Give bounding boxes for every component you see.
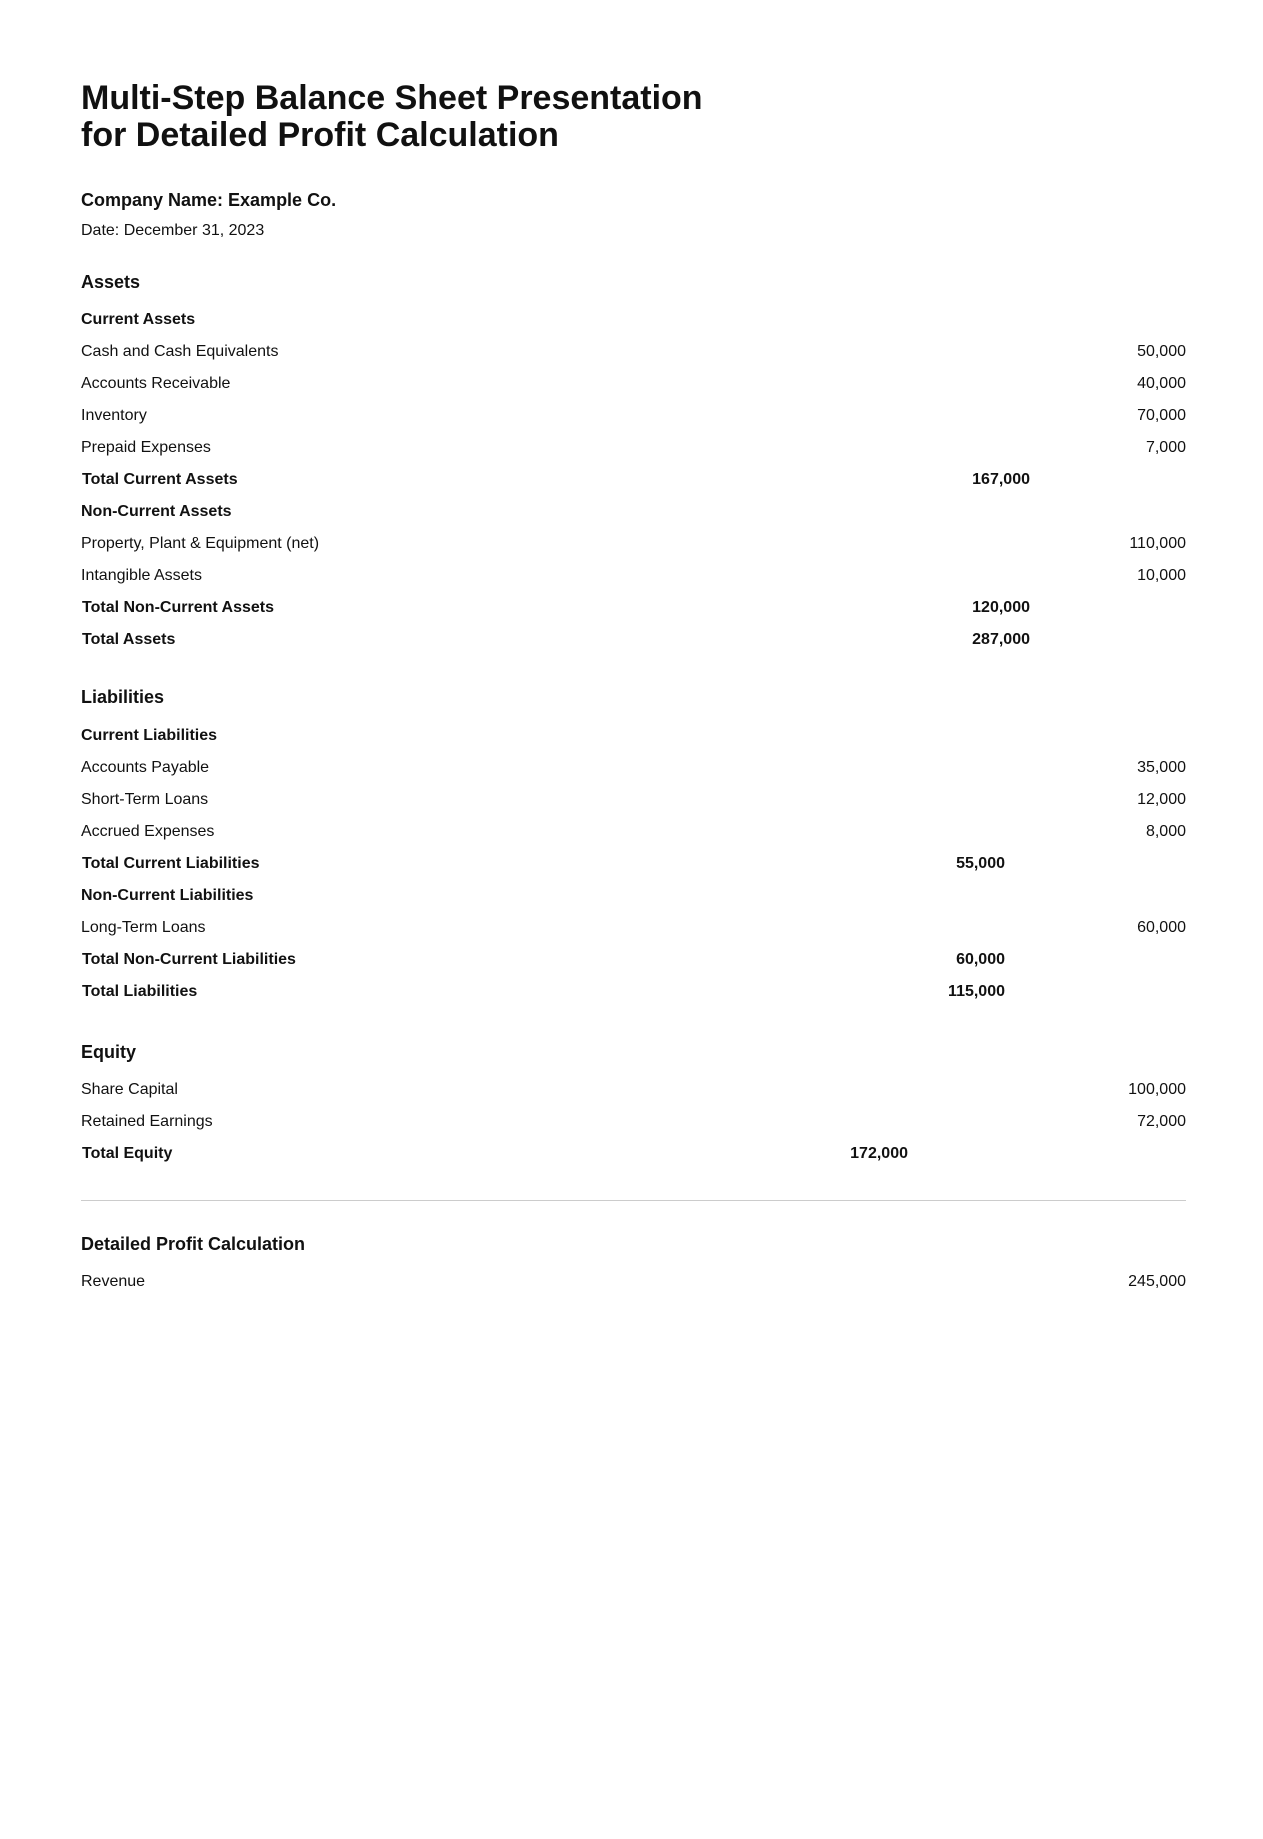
line-item — [81, 789, 1186, 811]
line-item-label: Prepaid Expenses — [81, 439, 211, 456]
total-label: Total Non-Current Assets — [82, 599, 275, 616]
total-current-liabilities-row — [81, 853, 1186, 875]
page-title — [81, 80, 781, 154]
line-item-amount: 110,000 — [1129, 535, 1186, 552]
line-item — [81, 341, 1186, 363]
line-item-amount: 12,000 — [1137, 791, 1186, 808]
total-amount: 287,000 — [972, 631, 1030, 648]
total-non-current-liabilities-row — [81, 949, 1186, 971]
title-line-2: for Detailed Profit Calculation — [81, 116, 559, 154]
line-item-amount: 245,000 — [1128, 1273, 1186, 1290]
line-item — [81, 373, 1186, 395]
line-item — [81, 1271, 1186, 1293]
total-amount: 55,000 — [956, 855, 1005, 872]
line-item — [81, 405, 1186, 427]
total-label: Total Current Assets — [82, 471, 238, 488]
total-current-assets-row — [81, 469, 1186, 491]
report-date: Date: December 31, 2023 — [81, 222, 265, 239]
line-item — [81, 917, 1186, 939]
line-item — [81, 821, 1186, 843]
line-item-label: Share Capital — [81, 1081, 178, 1098]
section-divider — [81, 1200, 1186, 1201]
line-item-label: Revenue — [81, 1273, 146, 1290]
line-item-amount: 40,000 — [1137, 375, 1186, 392]
total-label: Total Current Liabilities — [82, 855, 260, 872]
line-item-label: Inventory — [81, 407, 147, 424]
line-item — [81, 1111, 1186, 1133]
total-assets-row — [81, 629, 1186, 651]
line-item-amount: 7,000 — [1145, 439, 1186, 456]
total-liabilities-row — [81, 981, 1186, 1003]
total-label: Total Liabilities — [82, 983, 198, 1000]
total-amount: 115,000 — [948, 983, 1005, 1000]
line-item-amount: 70,000 — [1137, 407, 1186, 424]
line-item — [81, 757, 1186, 779]
line-item-label: Property, Plant & Equipment (net) — [81, 535, 320, 552]
line-item-amount: 8,000 — [1145, 823, 1186, 840]
line-item — [81, 1079, 1186, 1101]
total-label: Total Assets — [82, 631, 176, 648]
equity-heading: Equity — [81, 1042, 137, 1062]
line-item — [81, 437, 1186, 459]
line-item — [81, 565, 1186, 587]
line-item-amount: 10,000 — [1137, 567, 1186, 584]
line-item — [81, 533, 1186, 555]
total-amount: 120,000 — [972, 599, 1030, 616]
total-amount: 172,000 — [850, 1145, 908, 1162]
line-item-label: Intangible Assets — [81, 567, 202, 584]
line-item-amount: 60,000 — [1137, 919, 1186, 936]
profit-heading: Detailed Profit Calculation — [81, 1234, 306, 1254]
non-current-liabilities-heading: Non-Current Liabilities — [81, 887, 254, 904]
current-assets-heading: Current Assets — [81, 311, 196, 328]
line-item-label: Cash and Cash Equivalents — [81, 343, 279, 360]
title-line-1: Multi-Step Balance Sheet Presentation — [81, 79, 703, 117]
current-liabilities-heading: Current Liabilities — [81, 727, 218, 744]
total-label: Total Equity — [82, 1145, 173, 1162]
total-equity-row — [81, 1143, 1186, 1165]
liabilities-heading: Liabilities — [81, 687, 165, 707]
assets-heading: Assets — [81, 272, 141, 292]
total-label: Total Non-Current Liabilities — [82, 951, 296, 968]
total-amount: 60,000 — [956, 951, 1005, 968]
line-item-label: Accrued Expenses — [81, 823, 215, 840]
line-item-label: Long-Term Loans — [81, 919, 206, 936]
non-current-assets-heading: Non-Current Assets — [81, 503, 232, 520]
line-item-amount: 35,000 — [1137, 759, 1186, 776]
line-item-label: Short-Term Loans — [81, 791, 209, 808]
company-name: Company Name: Example Co. — [81, 190, 337, 210]
line-item-amount: 50,000 — [1137, 343, 1186, 360]
line-item-amount: 72,000 — [1137, 1113, 1186, 1130]
line-item-label: Retained Earnings — [81, 1113, 213, 1130]
line-item-amount: 100,000 — [1128, 1081, 1186, 1098]
line-item-label: Accounts Receivable — [81, 375, 231, 392]
total-non-current-assets-row — [81, 597, 1186, 619]
line-item-label: Accounts Payable — [81, 759, 210, 776]
total-amount: 167,000 — [972, 471, 1030, 488]
